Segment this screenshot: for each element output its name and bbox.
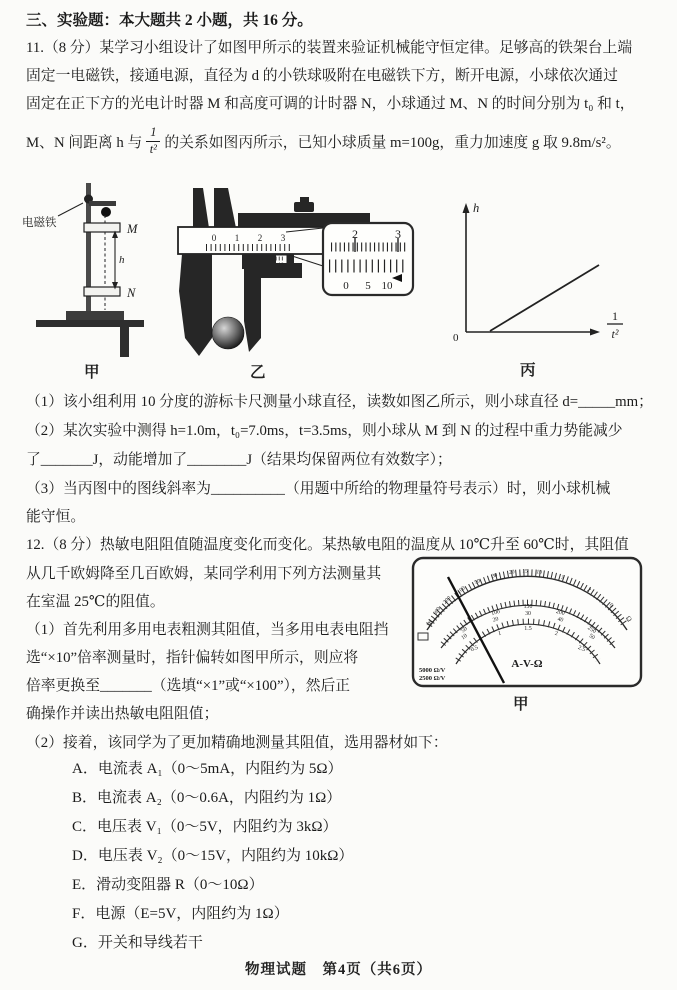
multimeter-figure	[411, 556, 643, 688]
inset-main-3: 3	[395, 227, 401, 241]
q11-sub3-line1: （3）当丙图中的图线斜率为__________（用题中所给的物理量符号表示）时，则小球机械	[26, 481, 611, 497]
inset-vernier-10: 10	[381, 280, 393, 292]
q11-sub1: （1）该小组利用 10 分度的游标卡尺测量小球直径，读数如图乙所示，则小球直径 d=_____mm；	[26, 394, 653, 410]
meter-function-label: A-V-Ω	[511, 658, 543, 670]
thumb-screw-knob	[300, 197, 309, 203]
q12-left-line-3: （1）首先利用多用电表粗测其阻值，当多用电表电阻挡	[26, 622, 389, 638]
q11-line-4	[26, 120, 621, 162]
photogate-m-label: M	[127, 222, 138, 236]
main-scale-3: 3	[280, 233, 286, 243]
upper-fixed-jaw	[193, 188, 209, 228]
photogate-m	[84, 223, 120, 232]
dc-upper-150: 150	[523, 604, 533, 610]
dc-upper-250: 250	[586, 625, 597, 636]
lower-movable-jaw	[244, 254, 302, 352]
caption-jia: 甲	[84, 364, 100, 381]
ohm-label-10: 10	[535, 569, 543, 576]
x-frac-denominator: t²	[611, 327, 619, 341]
photogate-n-label: N	[127, 286, 136, 300]
apparatus-figure	[20, 183, 170, 373]
option-b: B．电流表 A₂（0～0.6A，内阻约为 1Ω）	[72, 790, 342, 806]
ohm-label-2: 2	[585, 587, 592, 594]
q11-line-1: 11.（8 分）某学习小组设计了如图甲所示的装置来验证机械能守恒定律。足够高的铁架台上端	[26, 40, 633, 56]
option-a: A．电流表 A₁（0～5mA，内阻约为 5Ω）	[72, 761, 343, 777]
option-c: C．电压表 V₁（0～5V，内阻约为 3kΩ）	[72, 819, 338, 835]
ohm-label-0: 0	[607, 602, 615, 609]
meter-sensitivity-2: 2500 Ω/V	[419, 675, 446, 682]
option-g: G．开关和导线若干	[72, 935, 203, 951]
h-label: h	[119, 254, 125, 266]
fraction-numerator: 1	[150, 125, 157, 140]
q11-line4-pre: M、N 间距离 h 与	[26, 134, 143, 151]
x-axis-arrow	[590, 329, 600, 336]
y-axis-label: h	[473, 201, 480, 215]
q12-left-line-4: 选“×10”倍率测量时，指针偏转如图甲所示，则应将	[26, 650, 359, 666]
steel-ball	[101, 207, 111, 217]
main-scale-1: 1	[234, 233, 240, 243]
dc-lower-20: 20	[492, 616, 500, 624]
q11-sub2-line1: （2）某次实验中测得 h=1.0m，t₀=7.0ms，t=3.5ms，则小球从 M 到 N 的过程中重力势能减少	[26, 423, 623, 439]
inset-main-2: 2	[352, 227, 358, 241]
q11-line4-post: 的关系如图丙所示，已知小球质量 m=100g，重力加速度 g 取 9.8m/s²。	[164, 134, 621, 151]
graph-figure	[443, 192, 653, 342]
data-line	[490, 265, 599, 331]
x-frac-numerator: 1	[612, 309, 618, 323]
ohm-label-500: 500	[432, 606, 443, 617]
dc-lower-50: 50	[587, 633, 596, 642]
caption-yi: 乙	[250, 364, 266, 381]
main-scale-2: 2	[257, 233, 263, 243]
q12-sub2: （2）接着，该同学为了更加精确地测量其阻值，选用器材如下：	[26, 735, 448, 751]
q12-line-1: 12.（8 分）热敏电阻阻值随温度变化而变化。某热敏电阻的温度从 10℃升至 60℃时，其阻值	[26, 537, 629, 553]
fraction-1-over-t2	[146, 126, 160, 155]
upper-movable-jaw	[214, 188, 236, 228]
section-header: 三、实验题：本大题共 2 小题，共 16 分。	[26, 12, 313, 29]
q11-sub2-line2: 了_______J，动能增加了________J（结果均保留两位有效数字）；	[26, 452, 452, 468]
q11-sub3-line2: 能守恒。	[26, 509, 86, 525]
main-scale-0: 0	[211, 233, 217, 243]
electromagnet-label: 电磁铁	[22, 217, 57, 229]
meter-sensitivity-1: 5000 Ω/V	[419, 667, 446, 674]
caption-bing: 丙	[520, 362, 536, 379]
ohm-label-50: 50	[473, 578, 482, 587]
dc-upper-50: 50	[460, 626, 469, 635]
q12-left-line-2: 在室温 25℃的阻值。	[26, 594, 165, 610]
stand-base	[66, 311, 124, 320]
table-leg	[120, 327, 129, 357]
dc-lower-40: 40	[556, 616, 564, 624]
ac-label-2: 2	[554, 630, 559, 638]
caption-meter-jia: 甲	[513, 696, 529, 713]
thumb-screw	[294, 202, 314, 212]
inset-vernier-0: 0	[343, 280, 349, 292]
option-e: E．滑动变阻器 R（0～10Ω）	[72, 877, 264, 893]
q11-line-2: 固定一电磁铁，接通电源，直径为 d 的小铁球吸附在电磁铁下方，断开电源，小球依次通过	[26, 68, 618, 84]
caliper-figure	[158, 186, 448, 371]
dc-lower-10: 10	[460, 633, 469, 642]
ohm-label-100: 100	[456, 585, 467, 596]
option-f: F．电源（E=5V，内阻约为 1Ω）	[72, 906, 289, 922]
ac-label-15: 1.5	[524, 626, 532, 632]
magnet-pointer-line	[58, 203, 83, 216]
q12-left-line-1: 从几千欧姆降至几百欧姆，某同学利用下列方法测量其	[26, 566, 382, 582]
ac-label-25: 2.5	[576, 644, 587, 654]
inset-vernier-5: 5	[365, 280, 371, 292]
ohm-label-1k: 1K	[425, 619, 435, 628]
q12-left-line-5: 倍率更换至_______（选填“×1”或“×100”），然后正	[26, 678, 351, 694]
measured-ball	[212, 317, 244, 349]
y-axis-arrow	[463, 203, 470, 213]
ohm-label-5: 5	[559, 574, 565, 582]
fraction-denominator: t²	[149, 141, 157, 156]
ohm-label-15: 15	[522, 568, 528, 575]
ohm-label-200: 200	[442, 595, 453, 606]
dc-lower-30: 30	[525, 611, 531, 617]
q11-line-3: 固定在正下方的光电计时器 M 和高度可调的计时器 N，小球通过 M、N 的时间分别为 t₀ 和 t，	[26, 96, 635, 112]
q12-left-line-6: 确操作并读出热敏电阻阻值；	[26, 706, 219, 722]
page-footer: 物理试题 第4页（共6页）	[245, 962, 432, 978]
clamp-arm	[89, 201, 116, 206]
dc-upper-200: 200	[555, 608, 566, 618]
origin-label: 0	[453, 332, 459, 342]
ohm-unit-label: Ω	[623, 614, 634, 624]
ohm-label-30: 30	[491, 572, 499, 580]
dc-upper-100: 100	[490, 608, 501, 618]
option-d: D．电压表 V₂（0～15V，内阻约为 10kΩ）	[72, 848, 354, 864]
lower-fixed-jaw	[179, 254, 212, 356]
table-top	[36, 320, 144, 327]
ac-label-05: 0.5	[469, 644, 480, 654]
ac-label-1: 1	[497, 630, 502, 638]
ohm-label-20: 20	[508, 569, 516, 576]
